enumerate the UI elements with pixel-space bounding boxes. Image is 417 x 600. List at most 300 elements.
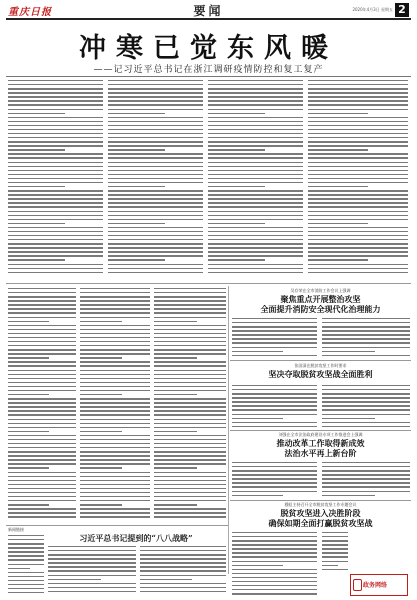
body-text-line [308,178,408,179]
body-text-line [8,198,103,199]
body-text-line [8,96,103,97]
body-text-line [8,104,103,105]
body-text-line [154,378,226,379]
body-text-line [108,259,165,260]
body-text-line [308,141,408,142]
body-text-line [308,84,408,85]
body-text-line [154,476,226,477]
body-text-line [154,410,226,411]
body-text-line [8,251,103,252]
body-text-line [80,345,150,346]
body-text-line [232,342,317,343]
body-text-line [154,419,226,420]
body-text-line [8,443,76,444]
body-text-line [208,227,303,228]
text-column-5 [8,288,76,520]
body-text-line [308,202,408,203]
body-text-line [108,109,203,110]
body-text-line [8,516,76,517]
body-text-line [108,166,203,167]
section-divider [6,525,228,526]
body-text-line [8,231,103,232]
body-text-line [154,423,226,424]
body-text-line [80,414,150,415]
body-text-line [108,190,203,191]
body-text-line [8,341,76,342]
body-text-line [108,202,203,203]
body-text-line [322,561,348,562]
body-text-line [108,247,203,248]
text-column-6 [80,288,150,520]
body-text-line [208,255,303,256]
body-text-line [308,231,408,232]
headline-rule [6,76,411,77]
body-text-line [154,496,226,497]
body-text-line [8,178,103,179]
body-text-line [8,410,76,411]
body-text-line [80,451,150,452]
body-text-line [308,259,368,260]
body-text-line [308,133,408,134]
body-text-line [154,406,226,407]
body-text-line [154,488,226,489]
body-text-line [140,550,226,551]
masthead [6,2,411,20]
body-text-line [8,386,76,387]
body-text-line [154,414,226,415]
body-text-line [232,322,317,323]
body-text-line [8,584,44,585]
body-text-line [208,129,303,130]
body-text-line [208,125,303,126]
body-text-line [108,206,203,207]
body-text-line [80,325,150,326]
body-text-line [154,382,226,383]
body-text-line [154,467,197,468]
body-text-line [80,423,150,424]
body-text-line [154,455,226,456]
body-text-line [48,558,136,559]
body-text-line [308,215,408,216]
body-text-line [208,166,303,167]
body-text-line [208,247,303,248]
body-text-line [308,264,408,265]
body-text-line [80,292,150,293]
body-text-line [208,206,303,207]
story-4-body-2 [322,532,348,573]
body-text-line [232,397,317,398]
body-text-line [308,162,408,163]
gov-network-badge[interactable] [350,574,408,596]
body-text-line [48,554,136,555]
body-text-line [80,365,150,366]
body-text-line [232,330,317,331]
side-story-4 [230,502,411,528]
body-text-line [232,536,317,537]
body-text-line [80,512,150,513]
body-text-line [8,121,103,122]
body-text-line [8,455,76,456]
body-text-line [308,190,408,191]
body-text-line [208,198,303,199]
body-text-line [308,251,408,252]
body-text-line [154,304,226,305]
body-text-line [80,386,150,387]
body-text-line [208,104,303,105]
body-text-line [322,322,410,323]
body-text-line [8,312,76,313]
body-text-line [308,121,408,122]
body-text-line [232,573,317,574]
body-text-line [48,587,136,588]
body-text-line [8,361,76,362]
body-text-line [308,80,408,81]
body-text-line [108,227,203,228]
body-text-line [232,548,317,549]
body-text-line [232,470,317,471]
body-text-line [8,463,76,464]
body-text-line [140,591,226,592]
body-text-line [8,174,103,175]
body-text-line [108,219,203,220]
body-text-line [154,325,226,326]
body-text-line [208,109,303,110]
body-text-line [8,149,65,150]
body-text-line [8,345,76,346]
body-text-line [80,378,150,379]
side-story-1 [230,288,411,314]
body-text-line [108,255,203,256]
body-text-line [232,565,283,566]
section-divider [6,283,411,284]
body-text-line [8,496,76,497]
story-divider [230,360,411,361]
body-text-line [8,300,76,301]
body-text-line [154,300,226,301]
body-text-line [154,492,226,493]
body-text-line [8,243,103,244]
body-text-line [322,397,410,398]
body-text-line [80,374,150,375]
body-text-line [108,133,203,134]
story-headline: 确保如期全面打赢脱贫攻坚战 [268,518,373,528]
body-text-line [80,435,150,436]
body-text-line [8,170,103,171]
body-text-line [8,559,44,560]
body-text-line [154,345,226,346]
body-text-line [322,330,410,331]
body-text-line [308,149,368,150]
body-text-line [8,129,103,130]
body-text-line [322,414,410,415]
body-text-line [208,243,303,244]
body-text-line [80,333,150,334]
body-text-line [8,419,76,420]
body-text-line [108,145,203,146]
body-text-line [8,414,76,415]
body-text-line [8,480,76,481]
body-text-line [208,88,303,89]
body-text-line [232,334,317,335]
story-headline: 坚决夺取脱贫攻坚战全面胜利 [268,369,373,379]
body-text-line [208,178,303,179]
story-3-body-2 [322,462,410,499]
body-text-line [308,157,408,158]
body-text-line [108,88,203,89]
body-text-line [208,182,303,183]
body-text-line [8,292,76,293]
body-text-line [308,137,408,138]
body-text-line [108,117,203,118]
body-text-line [322,389,410,390]
story-2-body [232,385,317,430]
body-text-line [232,389,317,390]
body-text-line [232,556,317,557]
body-text-line [154,443,226,444]
body-text-line [308,211,408,212]
body-text-line [8,223,65,224]
body-text-line [154,390,226,391]
body-text-line [308,219,408,220]
body-text-line [8,431,49,432]
body-text-line [208,141,303,142]
body-text-line [208,194,303,195]
body-text-line [8,451,76,452]
body-text-line [322,426,410,427]
body-text-line [322,470,410,471]
body-text-line [308,198,408,199]
body-text-line [232,405,317,406]
phone-icon [353,579,362,591]
body-text-line [322,355,410,356]
body-text-line [208,186,265,187]
body-text-line [108,121,203,122]
body-text-line [8,215,103,216]
body-text-line [8,374,76,375]
body-text-line [154,292,226,293]
body-text-line [232,532,317,533]
body-text-line [8,317,76,318]
body-text-line [8,349,76,350]
body-text-line [308,88,408,89]
body-text-line [8,239,103,240]
body-text-line [108,92,203,93]
body-text-line [8,325,76,326]
body-text-line [140,566,226,567]
body-text-line [154,484,226,485]
body-text-line [8,572,44,573]
body-text-line [8,202,103,203]
body-text-line [8,113,65,114]
body-text-line [232,414,317,415]
body-text-line [322,569,348,570]
body-text-line [80,398,150,399]
story-kicker: 刘强在全市法治政府建设专项工作推进会上强调 [278,432,363,437]
body-text-line [322,565,338,566]
body-text-line [208,264,303,265]
body-text-line [322,532,348,533]
body-text-line [322,334,410,335]
body-text-line [8,406,76,407]
body-text-line [232,585,317,586]
body-text-line [322,422,410,423]
body-text-line [322,556,348,557]
body-text-line [322,318,410,319]
body-text-line [80,357,122,358]
body-text-line [8,296,76,297]
body-text-line [8,398,76,399]
body-text-line [232,422,317,423]
body-text-line [322,418,375,419]
body-text-line [208,117,303,118]
body-text-line [154,508,226,509]
body-text-line [154,296,226,297]
body-text-line [322,495,375,496]
body-text-line [208,251,303,252]
body-text-line [8,459,76,460]
body-text-line [8,157,103,158]
body-text-line [8,84,103,85]
body-text-line [232,482,317,483]
body-text-line [8,580,44,581]
body-text-line [8,186,65,187]
body-text-line [140,575,226,576]
body-text-line [154,341,226,342]
body-text-line [232,552,317,553]
body-text-line [80,296,150,297]
body-text-line [8,547,44,548]
body-text-line [322,544,348,545]
main-subhead: ——记习近平总书记在浙江调研疫情防控和复工复产 [93,65,324,75]
body-text-line [8,543,44,544]
body-text-line [232,393,317,394]
body-text-line [8,492,76,493]
body-text-line [108,251,203,252]
body-text-line [154,353,226,354]
body-text-line [322,338,410,339]
body-text-line [308,268,408,269]
body-text-line [140,558,226,559]
body-text-line [108,162,203,163]
body-text-line [232,355,317,356]
story-divider [230,430,411,431]
body-text-line [208,170,303,171]
body-text-line [108,182,203,183]
body-text-line [208,219,303,220]
body-text-line [232,544,317,545]
body-text-line [80,337,150,338]
news-link-label: 新闻链接 [8,527,24,532]
body-text-line [108,153,203,154]
body-text-line [322,482,410,483]
body-text-line [80,447,150,448]
issue-date: 2020年4月3日 星期五 [352,7,393,12]
body-text-line [108,198,203,199]
body-text-line [8,402,76,403]
story-kicker: 吴存荣在全市消防工作会议上强调 [290,288,351,293]
bottom-body-2 [48,546,136,595]
body-text-line [80,427,150,428]
body-text-line [8,117,103,118]
text-column-1 [8,80,103,276]
body-text-line [80,312,150,313]
body-text-line [8,268,103,269]
body-text-line [8,555,44,556]
body-text-line [140,587,226,588]
body-text-line [154,451,226,452]
body-text-line [308,272,408,273]
body-text-line [8,500,76,501]
body-text-line [208,202,303,203]
body-text-line [8,255,103,256]
body-text-line [8,88,103,89]
main-headline: 冲寒已觉东风暖 [79,33,338,64]
body-text-line [322,347,410,348]
body-text-line [80,419,150,420]
body-text-line [308,194,408,195]
body-text-line [208,231,303,232]
body-text-line [154,361,226,362]
body-text-line [154,337,226,338]
body-text-line [108,264,203,265]
body-text-line [108,141,203,142]
body-text-line [140,570,226,571]
story-1-body-2 [322,318,410,359]
body-text-line [8,162,103,163]
body-text-line [80,382,150,383]
body-text-line [208,100,303,101]
body-text-line [8,206,103,207]
body-text-line [8,394,49,395]
body-text-line [8,423,76,424]
body-text-line [208,145,303,146]
body-text-line [308,129,408,130]
body-text-line [232,462,317,463]
body-text-line [308,247,408,248]
newspaper-logo: 重庆日报 [8,7,52,18]
body-text-line [80,390,150,391]
body-text-line [308,255,408,256]
body-text-line [140,562,226,563]
text-column-7 [154,288,226,520]
body-text-line [208,157,303,158]
body-text-line [308,170,408,171]
body-text-line [8,182,103,183]
body-text-line [8,378,76,379]
body-text-line [80,467,122,468]
body-text-line [208,121,303,122]
body-text-line [308,182,408,183]
body-text-line [308,92,408,93]
body-text-line [208,80,303,81]
body-text-line [8,564,44,565]
body-text-line [322,385,410,386]
body-text-line [232,385,317,386]
body-text-line [80,439,150,440]
body-text-line [8,390,76,391]
body-text-line [308,100,408,101]
body-text-line [232,495,283,496]
body-text-line [108,243,203,244]
body-text-line [80,492,150,493]
body-text-line [80,304,150,305]
body-text-line [8,447,76,448]
body-text-line [154,472,226,473]
body-text-line [308,223,368,224]
bottom-body-3 [140,546,226,595]
body-text-line [208,190,303,191]
body-text-line [208,133,303,134]
